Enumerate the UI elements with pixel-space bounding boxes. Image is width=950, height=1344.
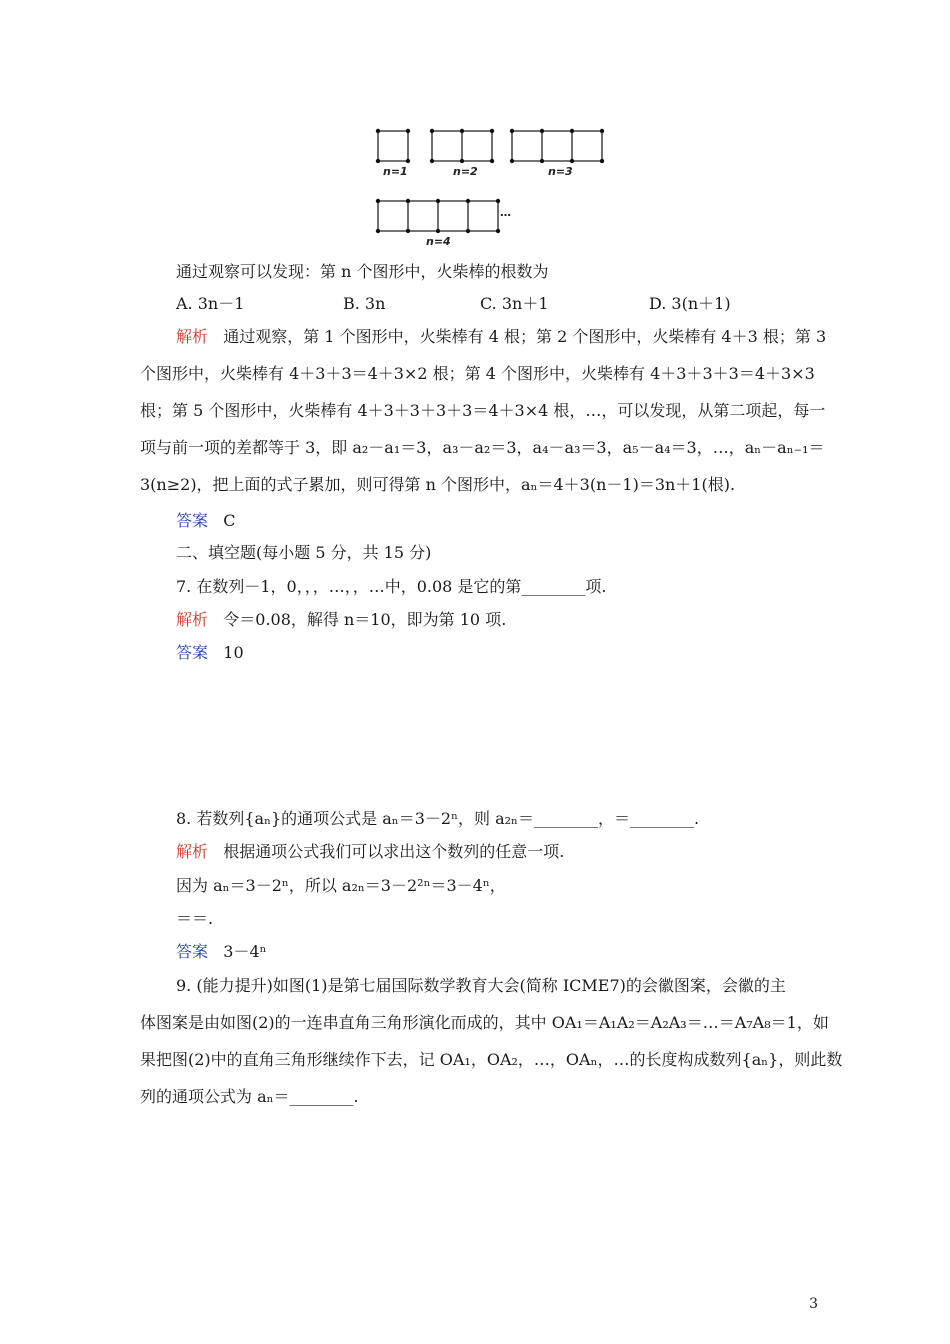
answer8-value: 3－4ⁿ — [223, 942, 267, 961]
matchstick-row-n4 — [376, 199, 500, 233]
match-head — [496, 229, 500, 233]
match-head — [376, 159, 380, 163]
analysis6-text-1: 通过观察，第 1 个图形中，火柴棒有 4 根；第 2 个图形中，火柴棒有 4＋3 根；第 3 — [223, 327, 827, 346]
analysis7 — [176, 610, 506, 630]
match-head — [570, 129, 574, 133]
match-head — [460, 159, 464, 163]
question9-line-2: 体图案是由如图(2)的一连串直角三角形演化而成的，其中 OA₁＝A₁A₂＝A₂A₃＝…＝A₇A₈＝1，如 — [140, 1013, 829, 1032]
match-head — [406, 159, 410, 163]
analysis6-label: 解析 — [176, 327, 209, 346]
match-head — [430, 159, 434, 163]
question8: 8. 若数列{aₙ}的通项公式是 aₙ＝3－2ⁿ，则 a₂ₙ＝________，＝________. — [176, 809, 700, 828]
match-head — [436, 199, 440, 203]
match-head — [570, 159, 574, 163]
question9-line-3: 果把图(2)中的直角三角形继续作下去，记 OA₁，OA₂，…，OAₙ，…的长度构成数列{aₙ}，则此数 — [140, 1050, 843, 1069]
answer8-label: 答案 — [176, 942, 209, 961]
answer7-value: 10 — [223, 643, 244, 662]
match-head — [540, 159, 544, 163]
question9-line-4: 列的通项公式为 aₙ＝________. — [140, 1087, 359, 1106]
answer6-label: 答案 — [176, 511, 209, 530]
figure-label-n4: n=4 — [426, 235, 451, 248]
match-head — [436, 229, 440, 233]
match-head — [600, 159, 604, 163]
figure-label-n1: n=1 — [383, 165, 408, 178]
analysis6-line-4: 项与前一项的差都等于 3，即 a₂－a₁＝3，a₃－a₂＝3，a₄－a₃＝3，a₅－a₄＝3，…，aₙ－aₙ₋₁＝ — [140, 438, 825, 457]
match-head — [466, 229, 470, 233]
match-head — [496, 199, 500, 203]
match-head — [540, 129, 544, 133]
match-head — [600, 129, 604, 133]
question7: 7. 在数列－1，0，，，…，，…中，0.08 是它的第________项. — [176, 577, 607, 596]
match-head — [490, 129, 494, 133]
figure-ellipsis: … — [500, 206, 511, 219]
analysis6-line-3: 根；第 5 个图形中，火柴棒有 4＋3＋3＋3＋3＝4＋3×4 根，…，可以发现，从第二项起，每一 — [140, 401, 826, 420]
match-head — [376, 199, 380, 203]
analysis7-label: 解析 — [176, 610, 209, 629]
page-number: 3 — [809, 1296, 818, 1312]
analysis7-text: 令＝0.08，解得 n＝10，即为第 10 项. — [223, 610, 507, 629]
match-head — [406, 199, 410, 203]
analysis8-label: 解析 — [176, 842, 209, 861]
match-head — [460, 129, 464, 133]
analysis6-line-1 — [176, 327, 826, 347]
analysis6-line-5: 3(n≥2)，把上面的式子累加，则可得第 n 个图形中，aₙ＝4＋3(n－1)＝3n＋1(根). — [140, 475, 736, 494]
answer6 — [176, 511, 236, 531]
answer7 — [176, 643, 244, 663]
analysis8-line-2: 因为 aₙ＝3－2ⁿ，所以 a₂ₙ＝3－2²ⁿ＝3－4ⁿ， — [176, 876, 506, 895]
question6-stem: 通过观察可以发现：第 n 个图形中，火柴棒的根数为 — [176, 262, 549, 281]
match-head — [466, 199, 470, 203]
match-head — [430, 129, 434, 133]
answer6-value: C — [223, 511, 236, 530]
match-head — [376, 229, 380, 233]
option-d: D. 3(n＋1) — [649, 294, 731, 313]
analysis6-line-2: 个图形中，火柴棒有 4＋3＋3＝4＋3×2 根；第 4 个图形中，火柴棒有 4＋3＋3＋3＝4＋3×3 — [140, 364, 815, 383]
figure-label-n2: n=2 — [453, 165, 478, 178]
match-head — [376, 129, 380, 133]
option-a: A. 3n－1 — [176, 294, 245, 313]
match-head — [510, 159, 514, 163]
matchstick-figure — [0, 0, 950, 260]
question9-line-1: 9. (能力提升)如图(1)是第七届国际数学教育大会(简称 ICME7)的会徽图案，会徽的主 — [176, 976, 786, 995]
answer8 — [176, 942, 267, 962]
section2-title: 二、填空题(每小题 5 分，共 15 分) — [176, 543, 432, 562]
match-head — [406, 129, 410, 133]
option-c: C. 3n＋1 — [480, 294, 549, 313]
matchstick-row-n3 — [510, 129, 604, 163]
option-b: B. 3n — [343, 294, 386, 313]
answer7-label: 答案 — [176, 643, 209, 662]
analysis8-line-1 — [176, 842, 564, 862]
figure-label-n3: n=3 — [548, 165, 573, 178]
match-head — [406, 229, 410, 233]
match-head — [510, 129, 514, 133]
analysis8-line-3: ＝＝. — [176, 909, 214, 928]
match-head — [490, 159, 494, 163]
matchstick-row-n2 — [430, 129, 494, 163]
analysis8-text-1: 根据通项公式我们可以求出这个数列的任意一项. — [223, 842, 565, 861]
matchstick-row-n1 — [376, 129, 410, 163]
